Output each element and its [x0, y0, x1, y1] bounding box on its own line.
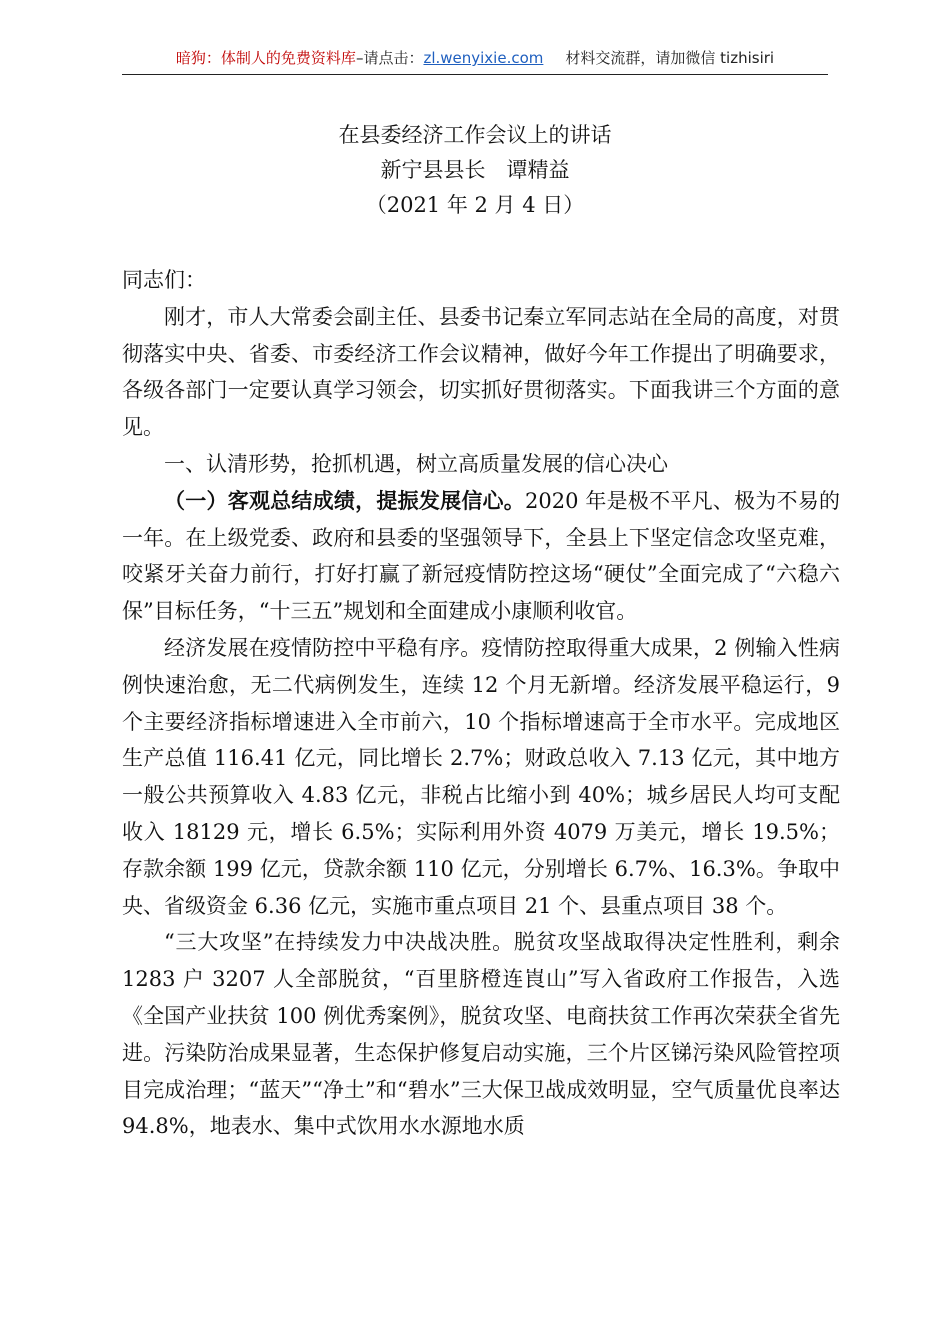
paragraph-subsection-1 [122, 483, 840, 630]
paragraph-intro: 刚才，市人大常委会副主任、县委书记秦立军同志站在全局的高度，对贯彻落实中央、省委、市委经济工作会议精神，做好今年工作提出了明确要求，各级各部门一定要认真学习领会，切实抓好贯彻落实。下面我讲三个方面的意见。 [122, 304, 840, 440]
header-link[interactable]: zl.wenyixie.com [423, 49, 544, 67]
section-heading-1: 一、认清形势，抢抓机遇，树立高质量发展的信心决心 [164, 451, 668, 476]
page-header [122, 44, 828, 75]
subsection-heading-1: （一）客观总结成绩，提振发展信心。 [164, 487, 526, 513]
subsection-text-1: 2020 年是极不平凡、极为不易的一年。在上级党委、政府和县委的坚强领导下，全县上下坚定信念攻坚克难，咬紧牙关奋力前行，打好打赢了新冠疫情防控这场“硬仗”全面完成了“六稳六保”目标任务，“十三五”规划和全面建成小康顺利收官。 [122, 488, 840, 624]
document-title: 在县委经济工作会议上的讲话 [338, 123, 612, 147]
document-speaker: 新宁县县长 谭精益 [380, 158, 570, 182]
title-block [0, 118, 950, 223]
header-brand: 暗狗：体制人的免费资料库 [175, 49, 356, 67]
paragraph-economy: 经济发展在疫情防控中平稳有序。疫情防控取得重大成果，2 例输入性病例快速治愈，无二代病例发生，连续 12 个月无新增。经济发展平稳运行，9 个主要经济指标增速进入全市前六，10 个指标增速高于全市水平。完成地区生产总值 116.41 亿元，同比增长 2.7%；财政总收入 7.13 亿元，其中地方一般公共预算收入 4.83 亿元，非税占比缩小到 40%；城乡居民人均可支配收入 18129 元，增长 6.5%；实际利用外资 4079 万美元，增长 19.5%；存款余额 199 亿元，贷款余额 110 亿元，分别增长 6.7%、16.3%。争取中央、省级资金 6.36 亿元，实施市重点项目 21 个、县重点项目 38 个。 [122, 635, 840, 918]
header-contact: 材料交流群，请加微信 tizhisiri [565, 49, 775, 67]
paragraph-three-battles: “三大攻坚”在持续发力中决战决胜。脱贫攻坚战取得决定性胜利，剩余 1283 户 3207 人全部脱贫，“百里脐橙连崀山”写入省政府工作报告，入选《全国产业扶贫 100 例优秀案例》，脱贫攻坚、电商扶贫工作再次荣获全省先进。污染防治成果显著，生态保护修复启动实施，三个片区锑污染风险管控项目完成治理；“蓝天”“净土”和“碧水”三大保卫战成效明显，空气质量优良率达 94.8%，地表水、集中式饮用水水源地水质 [122, 930, 840, 1139]
header-prompt: –请点击： [355, 49, 424, 67]
document-body [122, 262, 840, 1145]
greeting: 同志们： [122, 268, 206, 292]
document-date: （2021 年 2 月 4 日） [365, 193, 585, 217]
